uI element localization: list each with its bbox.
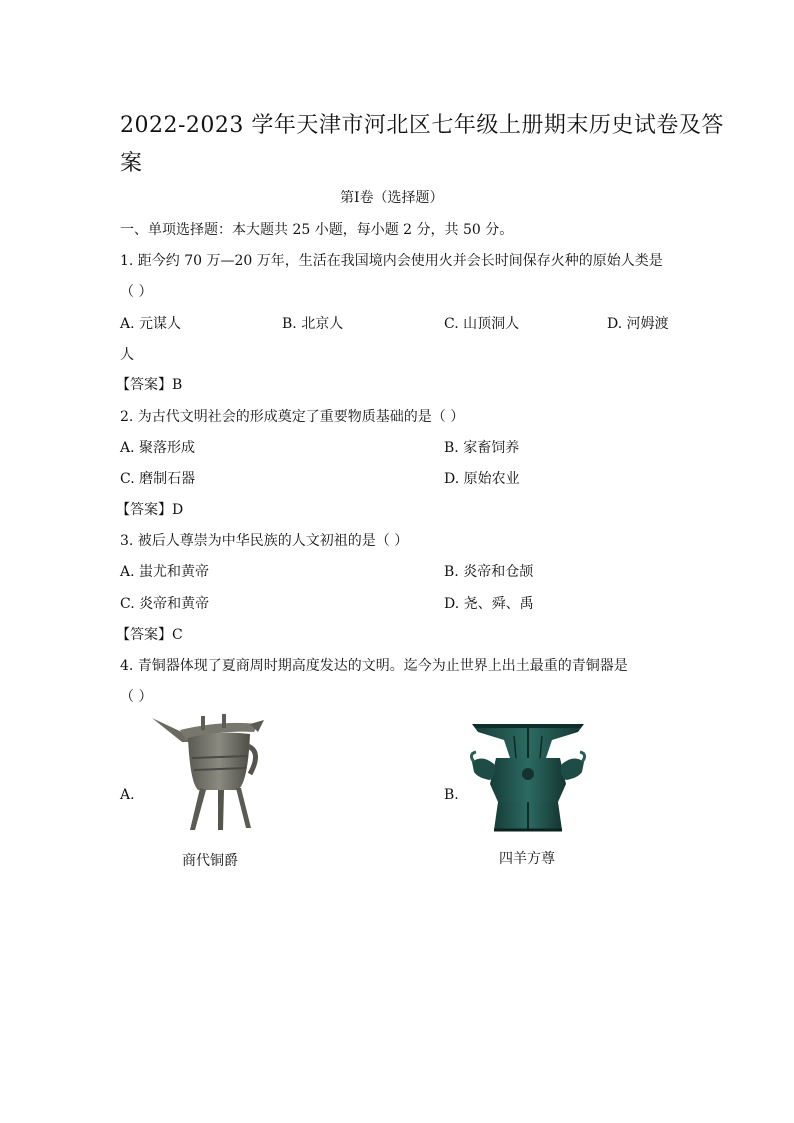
q3-answer: 【答案】C xyxy=(116,627,183,643)
q1-option-c: C. 山顶洞人 xyxy=(444,316,520,332)
q1-answer: 【答案】B xyxy=(116,377,183,393)
question-2-stem: 2. 为古代文明社会的形成奠定了重要物质基础的是（ ） xyxy=(120,409,465,425)
caption-zun: 四羊方尊 xyxy=(499,851,555,867)
four-ram-zun-image xyxy=(468,718,588,836)
q3-option-b: B. 炎帝和仓颉 xyxy=(444,564,534,580)
q1-option-d: D. 河姆渡 xyxy=(607,316,669,332)
question-1-paren: （ ） xyxy=(120,284,153,300)
q3-option-a: A. 蚩尤和黄帝 xyxy=(120,564,210,580)
q3-option-d: D. 尧、舜、禹 xyxy=(444,596,534,612)
q1-option-b: B. 北京人 xyxy=(282,316,344,332)
q2-option-d: D. 原始农业 xyxy=(444,471,520,487)
q4-option-b: B. xyxy=(444,787,459,803)
part-heading: 一、单项选择题：本大题共 25 小题，每小题 2 分，共 50 分。 xyxy=(120,222,514,238)
caption-jue: 商代铜爵 xyxy=(182,853,238,869)
q1-option-a: A. 元谋人 xyxy=(120,316,182,332)
question-4-paren: （ ） xyxy=(120,689,153,705)
q2-option-c: C. 磨制石器 xyxy=(120,471,196,487)
question-4-stem: 4. 青铜器体现了夏商周时期高度发达的文明。迄今为止世界上出土最重的青铜器是 xyxy=(120,658,628,674)
bronze-jue-image xyxy=(146,712,266,832)
q1-option-d-overflow: 人 xyxy=(120,347,134,363)
q2-option-b: B. 家畜饲养 xyxy=(444,440,520,456)
question-1-stem: 1. 距今约 70 万—20 万年，生活在我国境内会使用火并会长时间保存火种的原始人类是 xyxy=(120,253,663,269)
q3-option-c: C. 炎帝和黄帝 xyxy=(120,596,210,612)
q4-option-a: A. xyxy=(120,787,135,803)
section-title: 第Ⅰ卷（选择题） xyxy=(340,190,444,206)
document-title-line1: 2022-2023 学年天津市河北区七年级上册期末历史试卷及答 xyxy=(120,113,724,138)
question-3-stem: 3. 被后人尊崇为中华民族的人文初祖的是（ ） xyxy=(120,533,409,549)
q2-option-a: A. 聚落形成 xyxy=(120,440,196,456)
q2-answer: 【答案】D xyxy=(116,502,184,518)
document-title-line2: 案 xyxy=(120,151,143,176)
